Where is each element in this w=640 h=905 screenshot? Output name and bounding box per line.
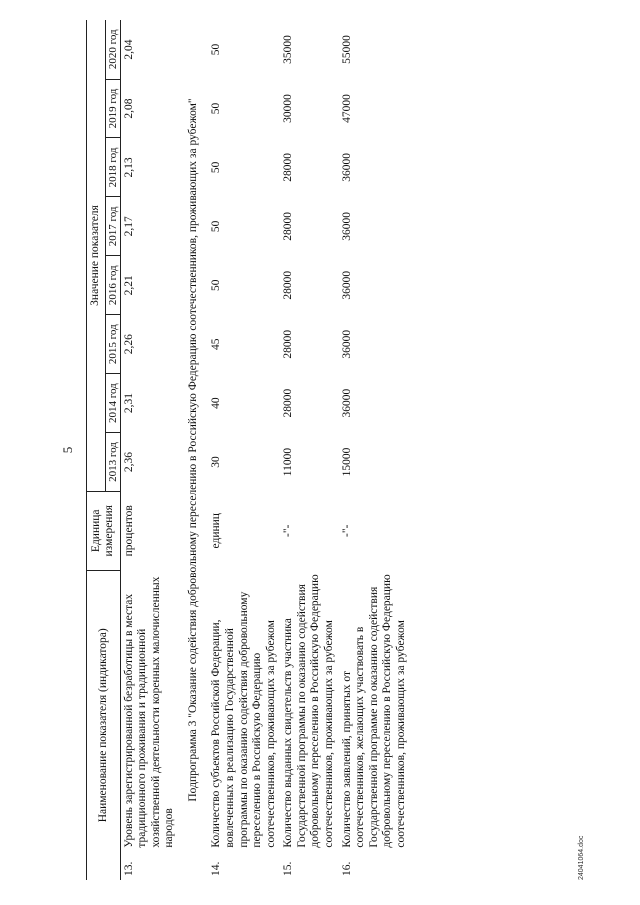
indicator-unit: процентов (122, 505, 135, 557)
indicator-name: Уровень зарегистрированной безработицы в местах традиционного проживания и традиционной хозяйственной деятельности коренных малочисленных народов (122, 576, 176, 848)
year-header: 2020 год (105, 20, 120, 79)
value-cell: 55000 (340, 35, 353, 64)
row-number: 16. (340, 861, 353, 876)
value-cell: 2,36 (122, 451, 135, 473)
table-row (280, 20, 338, 880)
value-cell: 28000 (282, 329, 295, 359)
indicator-unit: единиц (210, 513, 223, 549)
value-cell: 2,13 (122, 157, 135, 178)
value-cell: 36000 (340, 388, 353, 418)
value-cell: 2,31 (122, 393, 135, 414)
table-row (339, 20, 411, 880)
value-cell: 28000 (282, 211, 295, 241)
row-number: 14. (210, 861, 223, 876)
value-cell: 15000 (340, 447, 353, 477)
indicator-name: Количество выданных свидетельств участника Государственной программы по оказанию содействия добровольному переселению в Российскую Федерацию соотечественников, проживающих за рубежом (282, 574, 335, 848)
indicator-name: Количество заявлений, принятых от соотечественников, желающих участвовать в Государственной программе по оказанию содействия добровольному переселению в Российскую Федерацию соотечественников, проживающих за рубежом (340, 574, 407, 848)
value-cell: 2,04 (122, 39, 135, 60)
page-number: 5 (60, 446, 75, 454)
year-header: 2015 год (105, 315, 120, 374)
value-cell: 28000 (282, 388, 295, 418)
value-cell: 50 (210, 102, 223, 115)
value-cell: 2,21 (122, 275, 135, 296)
value-cell: 30 (210, 456, 223, 468)
indicator-unit: -"- (340, 524, 353, 537)
row-number: 13. (122, 861, 135, 876)
value-cell: 47000 (340, 94, 353, 123)
year-header: 2019 год (105, 79, 120, 138)
value-group-header: Значение показателя (87, 20, 106, 491)
value-cell: 36000 (340, 211, 353, 241)
value-cell: 35000 (282, 35, 295, 64)
year-header: 2016 год (105, 256, 120, 315)
value-cell: 28000 (282, 153, 295, 182)
value-cell: 2,08 (122, 98, 135, 119)
value-cell: 36000 (340, 329, 353, 359)
indicator-name: Количество субъектов Российской Федерации, вовлеченных в реализацию Государственной программы по оказанию содействия добровольному переселению в Российскую Федерацию соотечественников, проживающих за рубежом (210, 591, 277, 848)
year-header: 2017 год (105, 197, 120, 256)
value-cell: 28000 (282, 270, 295, 300)
value-cell: 30000 (282, 94, 295, 123)
name-column-header: Наименование показателя (индикатора) (87, 570, 121, 880)
subprogram-row (179, 20, 209, 880)
subprogram-title: Подпрограмма 3 "Оказание содействия добровольному переселению в Российскую Федерацию соотечественников, проживающих за рубежом" (186, 98, 199, 802)
value-cell: 50 (210, 43, 223, 56)
value-cell: 45 (210, 338, 223, 350)
value-cell: 50 (210, 161, 223, 174)
indicator-unit: -"- (282, 524, 295, 537)
value-cell: 50 (210, 220, 223, 233)
value-cell: 40 (210, 397, 223, 409)
year-header: 2013 год (105, 433, 120, 492)
rotated-content (60, 20, 600, 880)
year-header: 2018 год (105, 138, 120, 197)
table-row (208, 20, 280, 880)
row-number: 15. (282, 861, 295, 876)
unit-column-header: Единица измерения (87, 491, 121, 570)
document-file-name: 24041064.doc (578, 835, 585, 880)
value-cell: 36000 (340, 153, 353, 182)
value-cell: 36000 (340, 270, 353, 300)
value-cell: 50 (210, 279, 223, 292)
value-cell: 2,17 (122, 216, 135, 237)
indicators-table (86, 20, 410, 880)
value-cell: 2,26 (122, 334, 135, 355)
value-cell: 11000 (282, 447, 295, 477)
table-row (120, 20, 179, 880)
year-header: 2014 год (105, 374, 120, 433)
